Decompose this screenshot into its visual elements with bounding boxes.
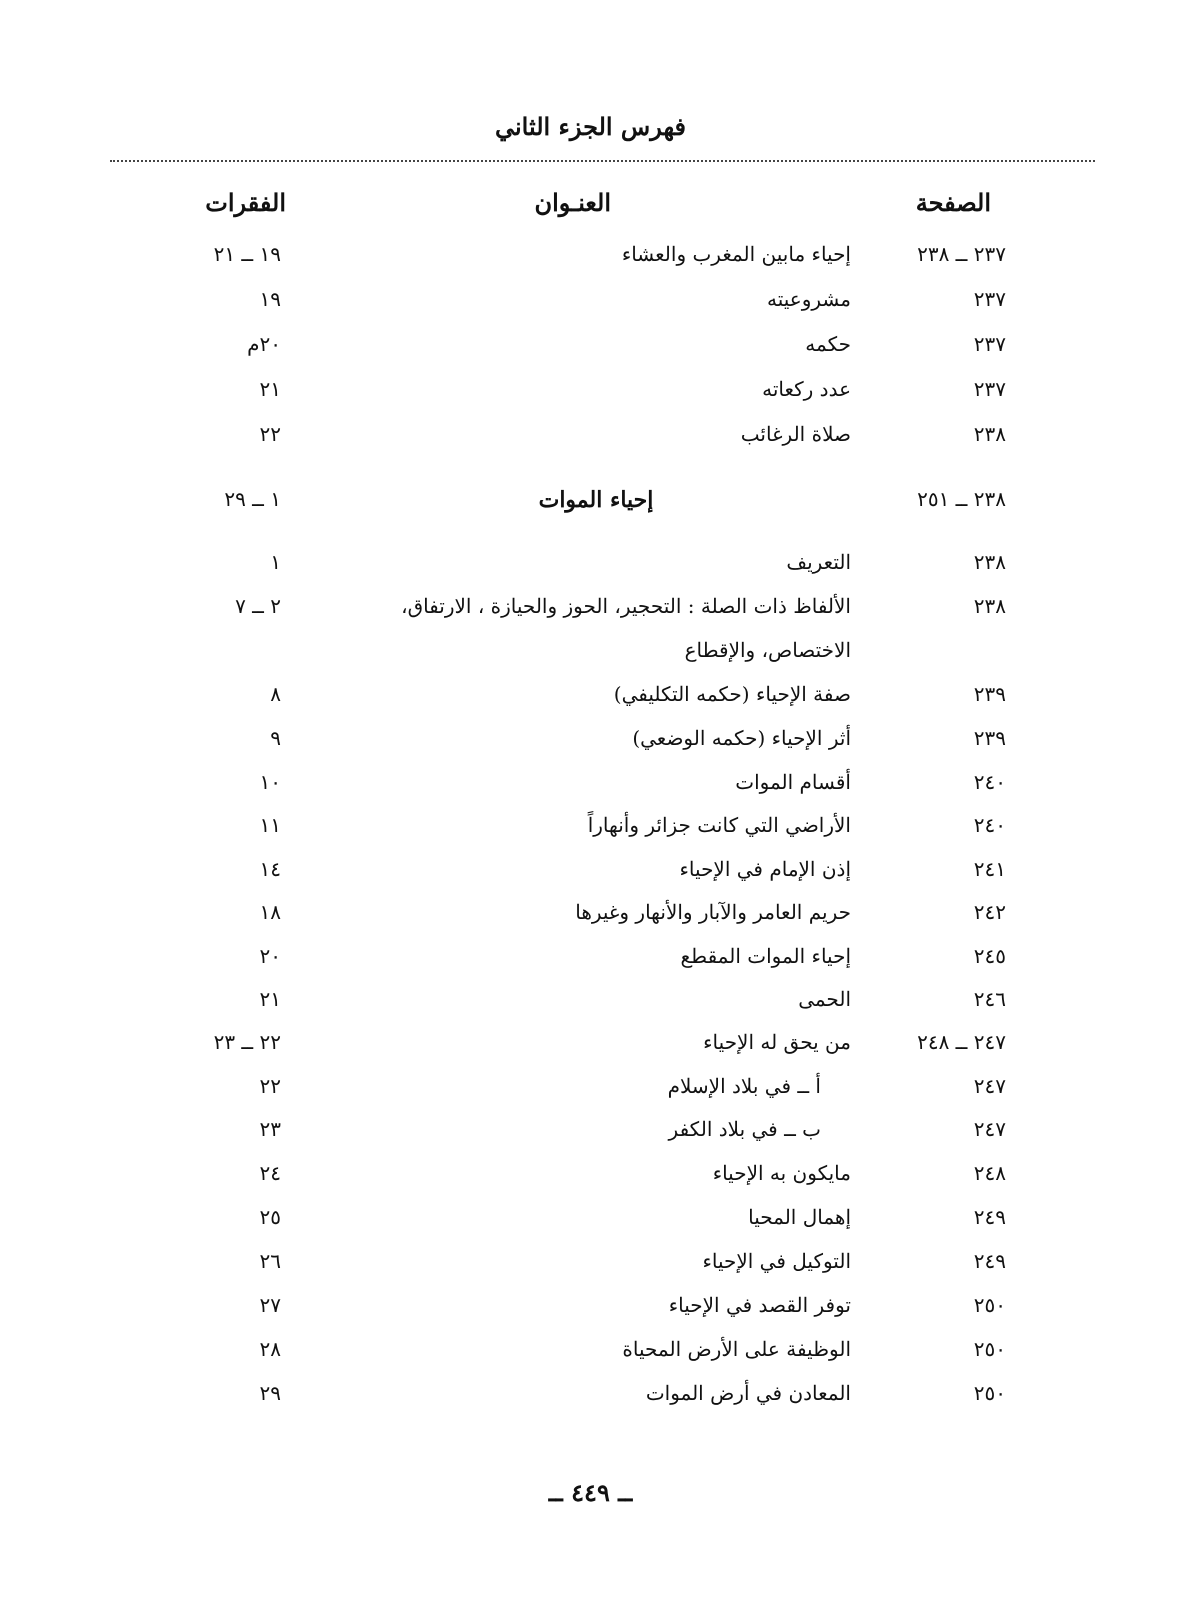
row-paragraphs: ٨	[270, 682, 281, 706]
row-title: أقسام الموات	[735, 770, 851, 794]
section-heading: إحياء الموات	[538, 487, 654, 513]
row-title: الحمى	[798, 987, 851, 1011]
row-title: الأراضي التي كانت جزائر وأنهاراً	[587, 813, 851, 837]
index-row	[0, 332, 1181, 376]
row-pages: ٢٥٠	[973, 1381, 1006, 1405]
index-row	[0, 1249, 1181, 1293]
row-pages: ٢٤٩	[973, 1205, 1006, 1229]
index-row	[0, 857, 1181, 901]
row-paragraphs: ٢٢	[259, 422, 281, 446]
row-title: توفر القصد في الإحياء	[668, 1293, 851, 1317]
row-pages: ٢٥٠	[973, 1293, 1006, 1317]
row-paragraphs: ٢٠م	[247, 332, 281, 356]
row-pages: ٢٣٩	[973, 726, 1006, 750]
row-pages: ٢٤٠	[973, 813, 1006, 837]
index-row	[0, 1161, 1181, 1205]
index-row	[0, 1293, 1181, 1337]
row-paragraphs: ٢٥	[259, 1205, 281, 1229]
index-row-continuation	[0, 638, 1181, 682]
page-title: فهرس الجزء الثاني	[494, 112, 686, 141]
row-title: إهمال المحيا	[748, 1205, 851, 1229]
row-paragraphs: ٢٢ ــ ٢٣	[213, 1030, 281, 1054]
row-title: صلاة الرغائب	[740, 422, 851, 446]
row-pages: ٢٤١	[973, 857, 1006, 881]
row-title: الوظيفة على الأرض المحياة	[622, 1337, 851, 1361]
column-header-page: الصفحة	[915, 188, 991, 217]
index-row	[0, 770, 1181, 814]
row-paragraphs: ٢٦	[259, 1249, 281, 1273]
index-row	[0, 287, 1181, 331]
row-title: التعريف	[786, 550, 851, 574]
index-row	[0, 242, 1181, 286]
row-pages: ٢٣٨ ــ ٢٥١	[917, 487, 1006, 511]
row-title: إحياء مابين المغرب والعشاء	[621, 242, 851, 266]
row-title: صفة الإحياء (حكمه التكليفي)	[613, 682, 851, 706]
row-title: من يحق له الإحياء	[703, 1030, 851, 1054]
row-title: ب ــ في بلاد الكفر	[668, 1117, 821, 1141]
row-pages: ٢٣٧ ــ ٢٣٨	[917, 242, 1006, 266]
row-pages: ٢٣٧	[973, 332, 1006, 356]
row-paragraphs: ٢٤	[259, 1161, 281, 1185]
row-pages: ٢٤٨	[973, 1161, 1006, 1185]
row-paragraphs: ٢٠	[259, 944, 281, 968]
index-row	[0, 594, 1181, 638]
row-pages: ٢٣٨	[973, 550, 1006, 574]
index-row	[0, 377, 1181, 421]
row-paragraphs: ١ ــ ٢٩	[224, 487, 281, 511]
row-title: مايكون به الإحياء	[712, 1161, 851, 1185]
index-row	[0, 1381, 1181, 1425]
row-title: مشروعيته	[767, 287, 851, 311]
index-row	[0, 682, 1181, 726]
row-paragraphs: ١٩	[259, 287, 281, 311]
row-paragraphs: ٢٢	[259, 1074, 281, 1098]
row-paragraphs: ٩	[270, 726, 281, 750]
row-pages: ٢٤٧ ــ ٢٤٨	[917, 1030, 1006, 1054]
row-pages: ٢٤٥	[973, 944, 1006, 968]
row-pages: ٢٤٦	[973, 987, 1006, 1011]
row-title: عدد ركعاته	[762, 377, 851, 401]
row-paragraphs: ٢٣	[259, 1117, 281, 1141]
row-paragraphs: ١٩ ــ ٢١	[213, 242, 281, 266]
row-pages: ٢٣٨	[973, 422, 1006, 446]
column-header-title: العنـوان	[534, 188, 611, 217]
row-pages: ٢٤٢	[973, 900, 1006, 924]
row-title: أثر الإحياء (حكمه الوضعي)	[632, 726, 851, 750]
page-number: ــ ٤٤٩ ــ	[548, 1478, 633, 1507]
row-paragraphs: ٢٩	[259, 1381, 281, 1405]
index-row	[0, 1337, 1181, 1381]
row-paragraphs: ٢ ــ ٧	[235, 594, 281, 618]
index-row	[0, 726, 1181, 770]
row-paragraphs: ١٤	[259, 857, 281, 881]
row-title: المعادن في أرض الموات	[645, 1381, 851, 1405]
row-pages: ٢٣٧	[973, 377, 1006, 401]
row-paragraphs: ٢٨	[259, 1337, 281, 1361]
row-title: إذن الإمام في الإحياء	[679, 857, 851, 881]
index-row-section	[0, 487, 1181, 531]
row-pages: ٢٤٩	[973, 1249, 1006, 1273]
row-pages: ٢٣٨	[973, 594, 1006, 618]
index-row	[0, 813, 1181, 857]
index-row	[0, 900, 1181, 944]
row-paragraphs: ٢١	[259, 987, 281, 1011]
row-pages: ٢٤٠	[973, 770, 1006, 794]
row-pages: ٢٣٧	[973, 287, 1006, 311]
row-paragraphs: ١١	[259, 813, 281, 837]
row-title: الألفاظ ذات الصلة : التحجير، الحوز والحيازة ، الارتفاق،	[401, 594, 851, 618]
index-row	[0, 422, 1181, 466]
row-paragraphs: ١٠	[259, 770, 281, 794]
row-paragraphs: ١٨	[259, 900, 281, 924]
column-header-paragraphs: الفقرات	[205, 188, 286, 217]
row-pages: ٢٥٠	[973, 1337, 1006, 1361]
index-row	[0, 1117, 1181, 1161]
index-row	[0, 1074, 1181, 1118]
row-paragraphs: ١	[270, 550, 281, 574]
row-pages: ٢٤٧	[973, 1074, 1006, 1098]
row-title: إحياء الموات المقطع	[680, 944, 851, 968]
row-title: الاختصاص، والإقطاع	[684, 638, 851, 662]
row-title: التوكيل في الإحياء	[702, 1249, 851, 1273]
row-pages: ٢٣٩	[973, 682, 1006, 706]
index-row	[0, 1030, 1181, 1074]
index-row	[0, 550, 1181, 594]
row-paragraphs: ٢١	[259, 377, 281, 401]
row-title: أ ــ في بلاد الإسلام	[667, 1074, 821, 1098]
index-row	[0, 944, 1181, 988]
row-title: حكمه	[805, 332, 851, 356]
row-paragraphs: ٢٧	[259, 1293, 281, 1317]
index-row	[0, 987, 1181, 1031]
row-title: حريم العامر والآبار والأنهار وغيرها	[575, 900, 851, 924]
row-pages: ٢٤٧	[973, 1117, 1006, 1141]
index-row	[0, 1205, 1181, 1249]
